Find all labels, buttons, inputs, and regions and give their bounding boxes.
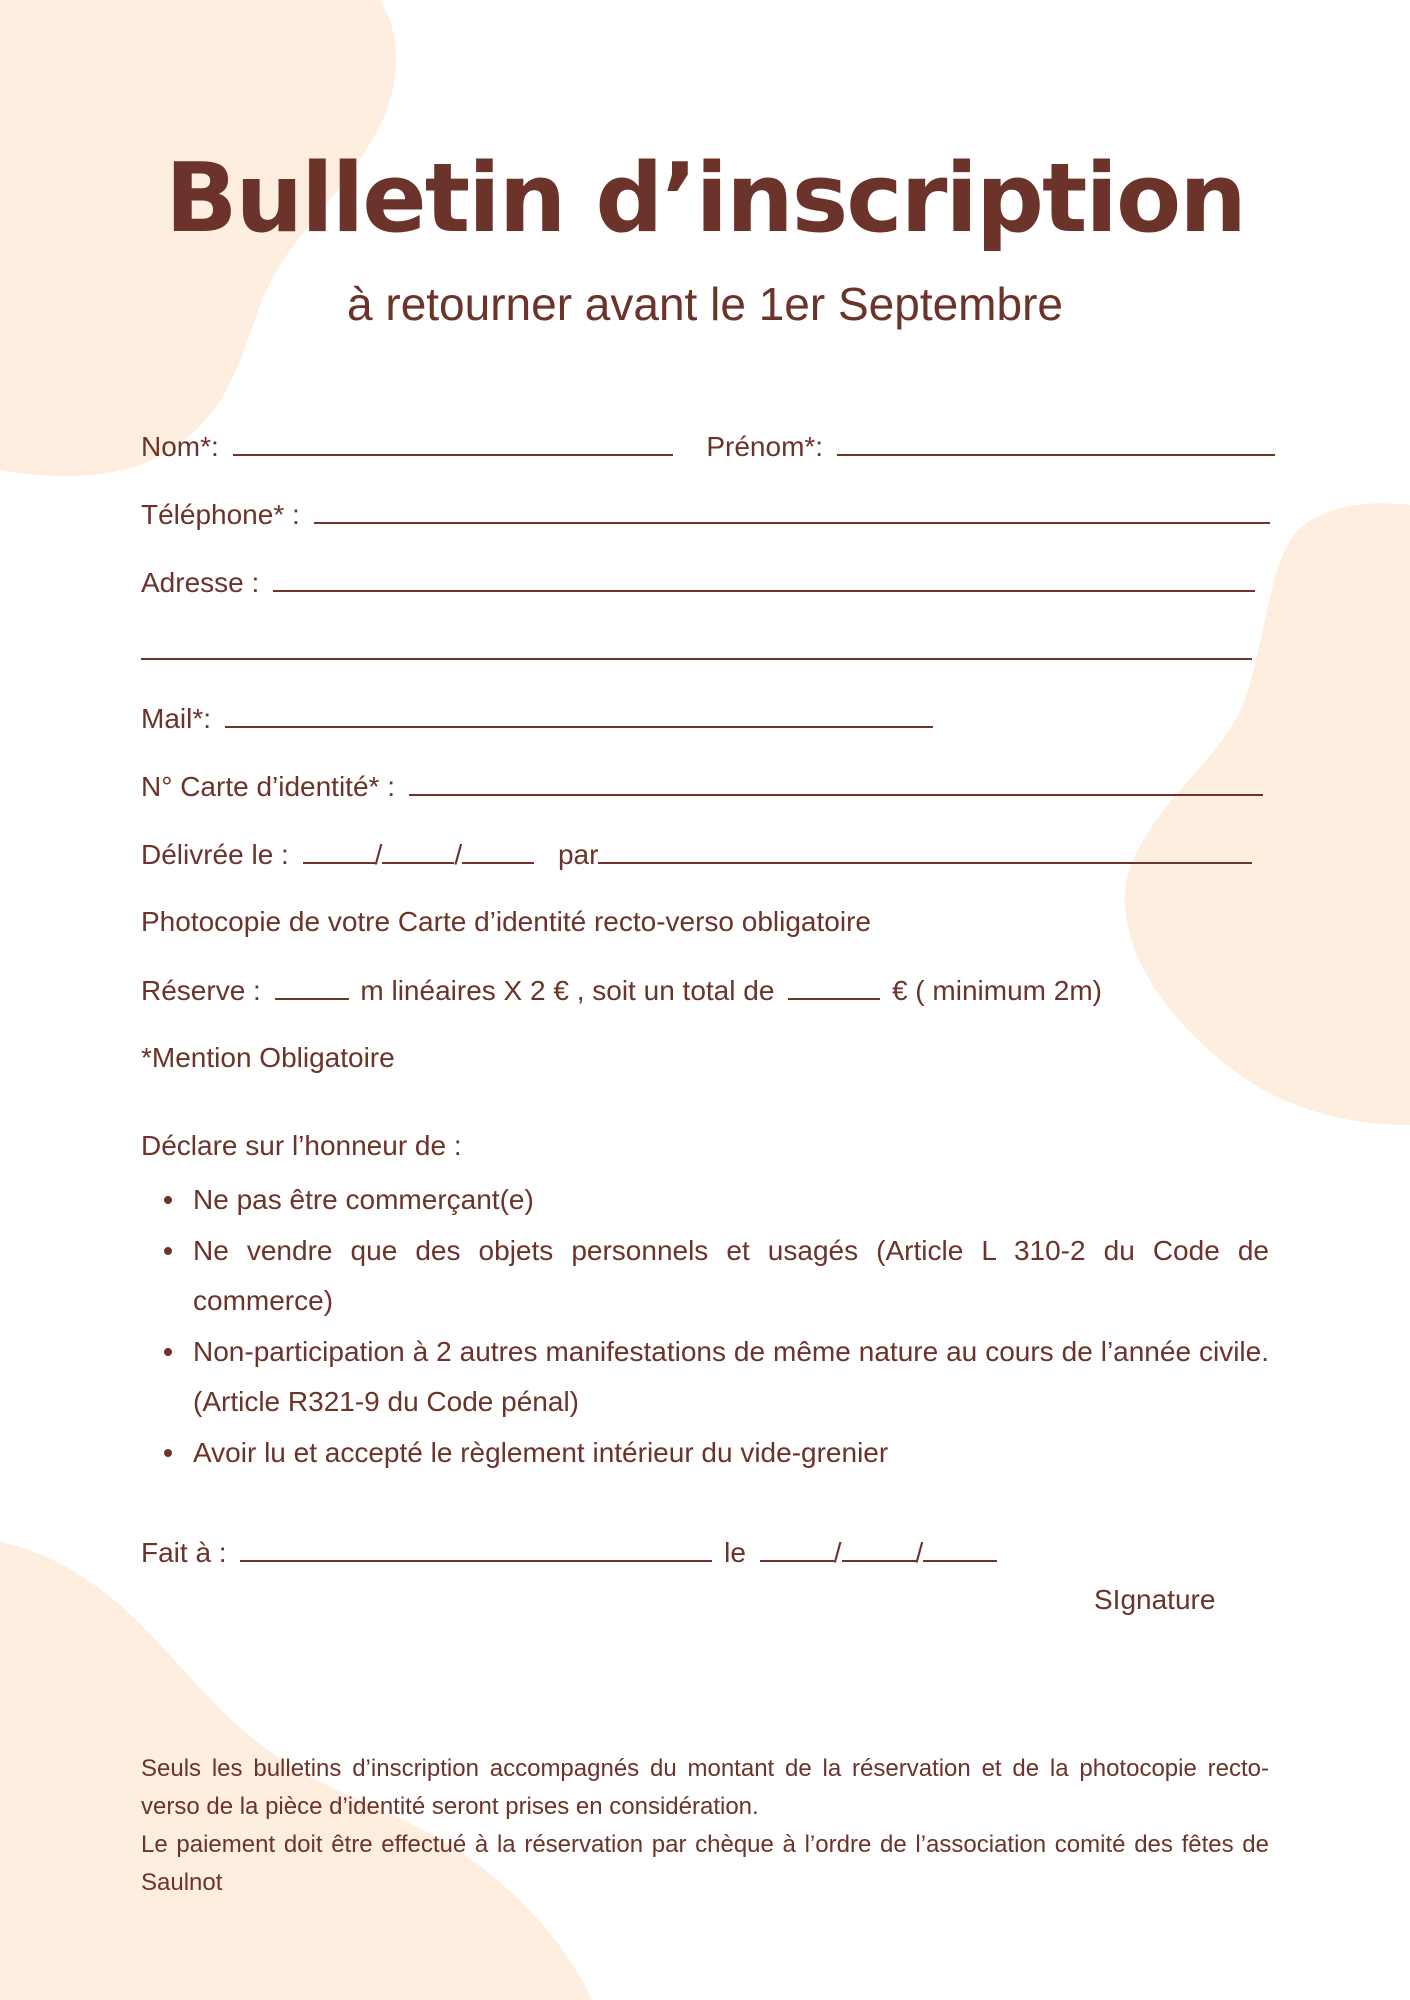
reserve-total-field[interactable] [788, 972, 880, 1000]
mail-field[interactable] [225, 700, 933, 728]
fait-place-field[interactable] [240, 1534, 712, 1562]
nom-label: Nom*: [141, 431, 219, 462]
telephone-row [141, 496, 1270, 533]
adresse-row [141, 564, 1255, 601]
date-separator: / [454, 839, 463, 870]
declaration-item: Ne pas être commerçant(e) [193, 1175, 1269, 1226]
reserve-end-text: € ( minimum 2m) [891, 975, 1102, 1006]
id-card-field[interactable] [409, 768, 1263, 796]
adresse-row-2 [141, 632, 1252, 669]
signature-label: SIgnature [1094, 1584, 1216, 1615]
delivered-label: Délivrée le : [141, 839, 289, 870]
delivered-year-field[interactable] [462, 836, 534, 864]
declaration-list [141, 1175, 1269, 1478]
prenom-field[interactable] [837, 428, 1275, 456]
reserve-middle-text: m linéaires X 2 € , soit un total de [360, 975, 775, 1006]
id-card-row [141, 768, 1263, 805]
name-row [141, 428, 1275, 465]
fait-month-field[interactable] [842, 1534, 916, 1562]
mandatory-mention: *Mention Obligatoire [141, 1042, 395, 1073]
le-label: le [724, 1537, 746, 1568]
page-title: Bulletin d’inscription [165, 144, 1245, 254]
fait-year-field[interactable] [923, 1534, 997, 1562]
delivered-row [141, 836, 1252, 873]
declaration-intro: Déclare sur l’honneur de : [141, 1130, 462, 1161]
mail-row [141, 700, 933, 737]
adresse-label: Adresse : [141, 567, 260, 598]
signed-at-row [141, 1534, 997, 1571]
telephone-label: Téléphone* : [141, 499, 300, 530]
date-separator: / [374, 839, 383, 870]
prenom-label: Prénom*: [706, 431, 824, 462]
reserve-meters-field[interactable] [275, 972, 349, 1000]
adresse-field-line-1[interactable] [273, 564, 1255, 592]
footer-paragraph: Le paiement doit être effectué à la réservation par chèque à l’ordre de l’association comité des fêtes de Saulnot [141, 1831, 1269, 1896]
delivered-month-field[interactable] [382, 836, 454, 864]
reserve-label: Réserve : [141, 975, 261, 1006]
adresse-field-line-2[interactable] [141, 632, 1252, 660]
date-separator: / [915, 1537, 924, 1568]
reserve-row [141, 972, 1102, 1009]
fait-day-field[interactable] [760, 1534, 834, 1562]
declaration-item: Ne vendre que des objets personnels et usagés (Article L 310-2 du Code de commerce) [193, 1226, 1269, 1327]
delivered-by-field[interactable] [598, 836, 1252, 864]
footer-notes [141, 1750, 1269, 1902]
nom-field[interactable] [233, 428, 673, 456]
page-subtitle: à retourner avant le 1er Septembre [347, 278, 1063, 330]
telephone-field[interactable] [314, 496, 1270, 524]
delivered-day-field[interactable] [303, 836, 375, 864]
declaration-item: Non-participation à 2 autres manifestations de même nature au cours de l’année civile. (Article R321-9 du Code pénal) [193, 1327, 1269, 1428]
par-label: par [557, 839, 599, 870]
footer-paragraph: Seuls les bulletins d’inscription accompagnés du montant de la réservation et de la photocopie recto-verso de la pièce d’identité seront prises en considération. [141, 1755, 1269, 1820]
fait-label: Fait à : [141, 1537, 227, 1568]
declaration-item: Avoir lu et accepté le règlement intérieur du vide-grenier [193, 1428, 1269, 1479]
mail-label: Mail*: [141, 703, 212, 734]
photocopy-note: Photocopie de votre Carte d’identité recto-verso obligatoire [141, 906, 871, 937]
date-separator: / [833, 1537, 842, 1568]
id-card-label: N° Carte d’identité* : [141, 771, 395, 802]
